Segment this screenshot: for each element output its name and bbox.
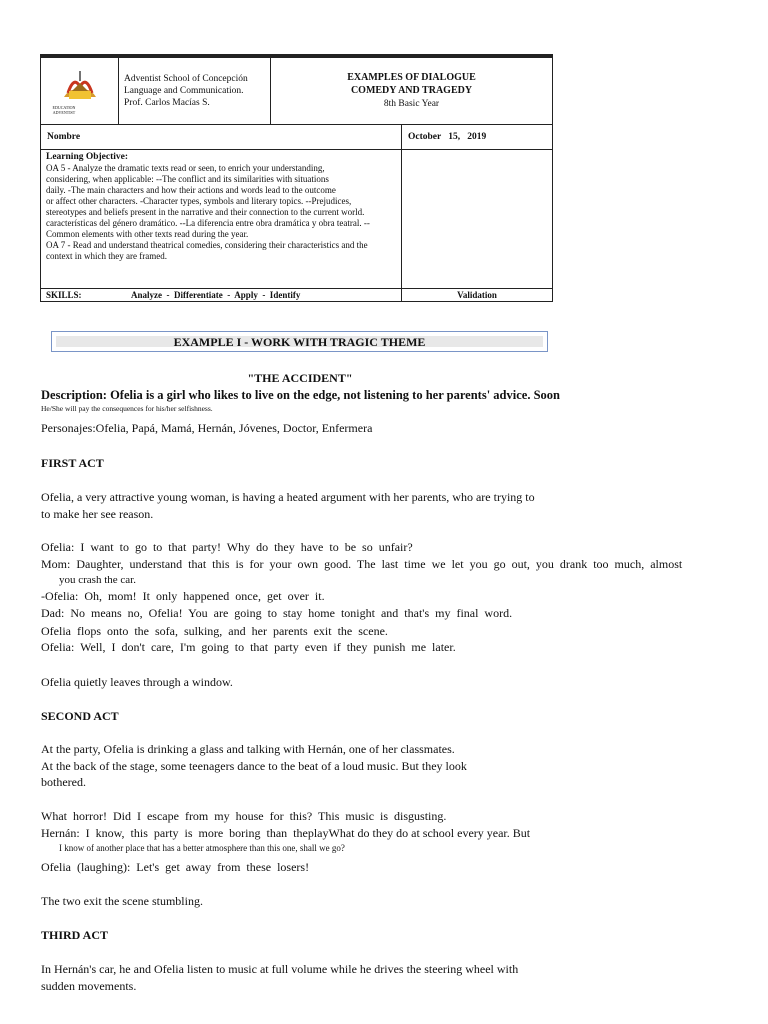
dialogue-line-cont: I know of another place that has a better atmosphere than this one, shall we go? xyxy=(59,843,345,853)
objective-side-cell xyxy=(401,149,553,289)
teacher-name: Prof. Carlos Macías S. xyxy=(124,98,210,108)
story-description: Description: Ofelia is a girl who likes to live on the edge, not listening to her parents' advice. Soon xyxy=(41,388,560,402)
document-title-1: EXAMPLES OF DIALOGUE xyxy=(347,72,476,83)
skills-list: Analyze - Differentiate - Apply - Identify xyxy=(131,290,301,300)
objective-label: Learning Objective: xyxy=(46,152,129,162)
stage-direction: Ofelia flops onto the sofa, sulking, and her parents exit the scene. xyxy=(41,624,388,638)
dialogue-line: -Ofelia: Oh, mom! It only happened once, get over it. xyxy=(41,589,325,603)
skills-cell xyxy=(40,288,402,302)
objective-text xyxy=(46,163,402,262)
name-cell xyxy=(40,124,402,150)
logo-caption-2: ADVENTIST xyxy=(52,110,76,115)
story-description-note: He/She will pay the consequences for his/her selfishness. xyxy=(41,404,213,413)
dialogue-line: Dad: No means no, Ofelia! You are going to stay home tonight and that's my final word. xyxy=(41,606,513,620)
date-value: October 15, 2019 xyxy=(408,132,487,142)
act3-paragraph: sudden movements. xyxy=(41,979,137,993)
dialogue-line: Ofelia: Well, I don't care, I'm going to that party even if they punish me later. xyxy=(41,640,456,654)
objective-line: or affect other characters. -Character types, symbols and literary topics. --Prejudices, xyxy=(46,196,352,206)
school-name: Adventist School of Concepción xyxy=(124,74,248,84)
logo-caption-1: EDUCATION xyxy=(52,105,76,110)
dialogue-line: What horror! Did I escape from my house for this? This music is disgusting. xyxy=(41,809,447,823)
example-title-box xyxy=(51,331,548,352)
validation-label: Validation xyxy=(457,290,497,300)
characters-list: Personajes:Ofelia, Papá, Mamá, Hernán, Jóvenes, Doctor, Enfermera xyxy=(41,421,373,435)
school-logo-icon xyxy=(60,67,100,103)
objective-line: stereotypes and beliefs present in the narrative and their connection to the current world. xyxy=(46,207,365,217)
objective-cell xyxy=(40,149,402,289)
act1-intro: to make her see reason. xyxy=(41,507,154,521)
objective-line: OA 7 - Read and understand theatrical comedies, considering their characteristics and the xyxy=(46,240,368,250)
dialogue-line-cont: you crash the car. xyxy=(59,574,136,586)
stage-direction: Ofelia quietly leaves through a window. xyxy=(41,675,233,689)
name-label: Nombre xyxy=(47,132,81,142)
act-heading: SECOND ACT xyxy=(41,709,119,723)
act3-paragraph: In Hernán's car, he and Ofelia listen to music at full volume while he drives the steering wheel with xyxy=(41,962,519,976)
logo-cell xyxy=(40,57,119,125)
act2-paragraph: At the party, Ofelia is drinking a glass and talking with Hernán, one of her classmates. xyxy=(41,742,455,756)
header-table xyxy=(40,54,553,302)
story-title: "THE ACCIDENT" xyxy=(247,371,353,385)
dialogue-line: Hernán: I know, this party is more boring than theplayWhat do they do at school every year. But xyxy=(41,826,531,840)
objective-line: Common elements with other texts read during the year. xyxy=(46,229,249,239)
dialogue-line: Mom: Daughter, understand that this is for your own good. The last time we let you go out, you drank too much, almost xyxy=(41,557,683,571)
validation-cell xyxy=(401,288,553,302)
act1-intro: Ofelia, a very attractive young woman, is having a heated argument with her parents, who are trying to xyxy=(41,490,535,504)
objective-line: context in which they are framed. xyxy=(46,251,167,261)
example-title: EXAMPLE I - WORK WITH TRAGIC THEME xyxy=(173,335,426,349)
objective-line: daily. -The main characters and how their actions and words lead to the outcome xyxy=(46,185,336,195)
objective-line: características del género dramático. --La diferencia entre obra dramática y obra teatral. -- xyxy=(46,218,370,228)
date-cell xyxy=(401,124,553,150)
objective-line: considering, when applicable: --The conflict and its similarities with situations xyxy=(46,174,329,184)
document-title-cell xyxy=(270,57,553,125)
act-heading: THIRD ACT xyxy=(41,928,109,942)
school-info-cell xyxy=(118,57,271,125)
grade-level: 8th Basic Year xyxy=(383,99,440,109)
dialogue-line: Ofelia (laughing): Let's get away from these losers! xyxy=(41,860,310,874)
document-title-2: COMEDY AND TRAGEDY xyxy=(350,85,473,96)
stage-direction: The two exit the scene stumbling. xyxy=(41,894,203,908)
act-heading: FIRST ACT xyxy=(41,456,104,470)
objective-line: OA 5 - Analyze the dramatic texts read or seen, to enrich your understanding, xyxy=(46,163,325,173)
skills-label: SKILLS: xyxy=(46,290,82,300)
act2-paragraph: bothered. xyxy=(41,775,86,789)
act2-paragraph: At the back of the stage, some teenagers dance to the beat of a loud music. But they look xyxy=(41,759,467,773)
subject-name: Language and Communication. xyxy=(124,86,244,96)
dialogue-line: Ofelia: I want to go to that party! Why do they have to be so unfair? xyxy=(41,540,413,554)
